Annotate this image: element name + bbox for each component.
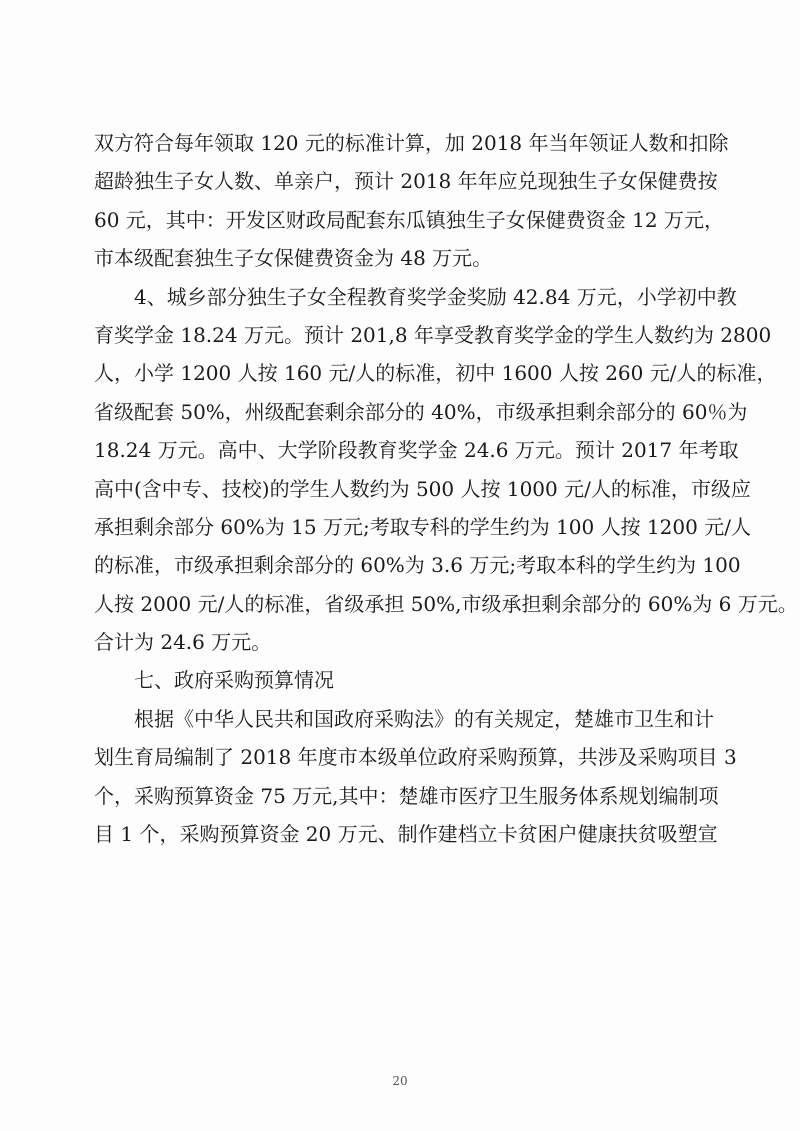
paragraph-item-4	[94, 278, 798, 662]
page-number: 20	[392, 1074, 408, 1088]
section-heading	[94, 661, 706, 699]
text-line: 省级配套 50%，州级配套剩余部分的 40%，市级承担剩余部分的 60％为	[94, 399, 748, 424]
text-line: 高中(含中专、技校)的学生人数约为 500 人按 1000 元/人的标准，市级应	[94, 476, 751, 501]
text-line: 市本级配套独生子女保健费资金为 48 万元。	[94, 246, 493, 271]
document-body	[94, 124, 798, 853]
text-line: 超龄独生子女人数、单亲户，预计 2018 年年应兑现独生子女保健费按	[94, 169, 718, 194]
text-line: 的标准，市级承担剩余部分的 60%为 3.6 万元;考取本科的学生约为 100	[94, 553, 741, 578]
text-line: 18.24 万元。高中、大学阶段教育奖学金 24.6 万元。预计 2017 年考取	[94, 438, 739, 463]
text-line: 划生育局编制了 2018 年度市本级单位政府采购预算，共涉及采购项目 3	[94, 745, 737, 770]
text-line: 育奖学金 18.24 万元。预计 201,8 年享受教育奖学金的学生人数约为 2800	[94, 322, 772, 347]
text-line: 承担剩余部分 60%为 15 万元;考取专科的学生约为 100 人按 1200 元/人	[94, 514, 751, 539]
section-title: 七、政府采购预算情况	[134, 668, 334, 693]
text-line: 个，采购预算资金 75 万元,其中：楚雄市医疗卫生服务体系规划编制项	[94, 783, 719, 808]
paragraph-continuation	[94, 124, 729, 278]
text-line: 目 1 个，采购预算资金 20 万元、制作建档立卡贫困户健康扶贫吸塑宣	[94, 822, 718, 847]
text-line: 人，小学 1200 人按 160 元/人的标准，初中 1600 人按 260 元/人的标准，	[94, 361, 777, 386]
text-line: 合计为 24.6 万元。	[94, 630, 272, 655]
text-line: 人按 2000 元/人的标准，省级承担 50%,市级承担剩余部分的 60%为 6 万元。	[94, 591, 798, 616]
text-line: 4、城乡部分独生子女全程教育奖学金奖励 42.84 万元，小学初中教	[134, 284, 737, 309]
text-line: 60 元，其中：开发区财政局配套东瓜镇独生子女保健费资金 12 万元，	[94, 207, 724, 232]
paragraph-procurement	[94, 700, 737, 854]
text-line: 根据《中华人民共和国政府采购法》的有关规定，楚雄市卫生和计	[134, 706, 714, 731]
text-line: 双方符合每年领取 120 元的标准计算，加 2018 年当年领证人数和扣除	[94, 131, 729, 155]
